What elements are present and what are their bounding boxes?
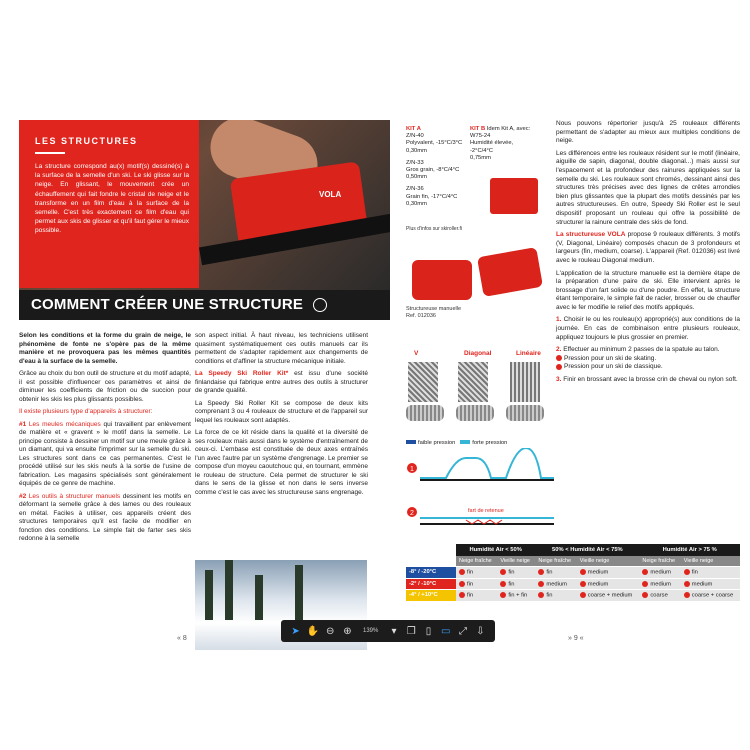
wax-label: fart de retenue	[468, 508, 504, 514]
select-cursor-icon[interactable]: ➤	[291, 625, 300, 637]
cell-value: fin	[546, 569, 553, 576]
roller-badge-icon	[538, 569, 544, 575]
section-banner	[19, 290, 390, 320]
lineaire-roller	[506, 405, 544, 421]
v-roller	[406, 405, 444, 421]
table-cell	[497, 578, 535, 590]
table-header: 50% < Humidité Air < 75%	[535, 544, 639, 556]
paragraph: L'application de la structure manuelle est la dernière étape de la préparation d'une paire de ski. Elle intervient après le brossage d'un fart solide ou d'une poudre. En effet, la structure étant temporaire, le simple fait de racler, brosser ou de chauffer avec le fer modifie le relief des motifs appliqués.	[556, 269, 740, 311]
cell-value: medium	[587, 569, 609, 576]
legend-low: faible pression	[418, 440, 456, 446]
table-subheader: Vieille neige	[497, 556, 535, 567]
cell-value: medium	[587, 581, 609, 588]
left-column-2	[195, 332, 368, 501]
table-cell	[639, 567, 680, 579]
step-sub: Pression pour un ski de skating.	[564, 354, 657, 362]
box-text: La structure correspond au(x) motif(s) dessiné(s) à la surface de la semelle d'un ski. Le ski glisse sur la neige. En glissant, le mouvement crée un échauffement qui fait fondre le cristal de neige et le transforme en un film d'eau à la surface de la semelle. C'est très exactement ce film d'eau qui permet aux skis de glisser et qu'il faut gérer le mieux possible.	[35, 163, 189, 235]
conditions-table	[406, 544, 740, 602]
kit-item: W75-24	[470, 133, 491, 140]
kit-b-title: KIT B	[470, 126, 486, 132]
roller-badge-icon	[500, 569, 506, 575]
heading-number: #1	[19, 420, 27, 428]
cell-value: coarse	[650, 592, 668, 599]
paragraph: Grâce au choix du bon outil de structure et du motif adapté, il est possible d'influencer ces paramètres et ainsi de diminuer les coefficients de friction ou de succion pour obtenir les skis les plus glissants possibles.	[19, 370, 191, 403]
roller-badge-icon	[538, 581, 544, 587]
step-sub: Pression pour un ski de classique.	[564, 363, 663, 371]
kit-box	[406, 126, 532, 224]
step-number: 2.	[556, 346, 562, 354]
pressure-diagram	[406, 440, 556, 550]
paragraph: propose 9 rouleaux différents. 3 motifs (V, Diagonal, Linéaire) composés chacun de 3 profondeurs et largeurs (fin, medium, coarse). L'appareil (Ref. 012036) est livré avec le rouleau Diagonal medium.	[556, 231, 740, 264]
type-label-lineaire: Linéaire	[516, 350, 541, 357]
cell-value: fin	[691, 569, 698, 576]
hand-tool-icon[interactable]: ✋	[306, 625, 320, 637]
zoom-in-icon[interactable]: ⊕	[343, 625, 352, 637]
roller-badge-icon	[538, 592, 544, 598]
roller-caption-line-2: Ref. 012036	[406, 312, 436, 319]
table-cell	[497, 590, 535, 602]
cell-value: medium	[546, 581, 567, 588]
roller-caption-line-1: Structureuse manuelle	[406, 306, 462, 312]
hero-photo	[19, 120, 390, 290]
type-label-v: V	[414, 350, 419, 357]
kit-b-subtitle: Idem Kit A, avec:	[486, 126, 531, 132]
box-title: LES STRUCTURES	[35, 136, 138, 146]
cell-value: fin	[508, 581, 515, 588]
roller-badge-icon	[684, 569, 690, 575]
table-cell	[681, 590, 740, 602]
pressure-curves	[406, 448, 556, 538]
roller-badge-icon	[642, 581, 648, 587]
roller-badge-icon	[459, 581, 465, 587]
table-cell	[456, 590, 497, 602]
lineaire-pattern-swatch	[510, 362, 540, 402]
paragraph: Nous pouvons répertorier jusqu'à 25 rouleaux différents permettant de s'adapter au mieux aux multiples conditions de neige.	[556, 120, 740, 145]
step-1-badge: 1	[410, 466, 414, 473]
zoom-out-icon[interactable]: ⊖	[325, 625, 335, 637]
paragraph: est issu d'une société finlandaise qui fabrique entre autres des outils à structurer de grande qualité.	[195, 370, 368, 394]
step-number: 3.	[556, 376, 562, 384]
step-text: Effectuer au minimum 2 passes de la spatule au talon.	[563, 346, 720, 354]
table-cell	[497, 567, 535, 579]
table-cell	[577, 578, 640, 590]
kit-item: 0,50mm	[406, 174, 427, 181]
cell-value: medium	[691, 581, 713, 588]
table-subheader: Vieille neige	[681, 556, 740, 567]
right-page	[400, 120, 740, 650]
roller-badge-icon	[684, 592, 690, 598]
table-cell	[639, 578, 680, 590]
vola-title: La structureuse VOLA	[556, 231, 626, 239]
kit-item: Z/N-40	[406, 133, 424, 140]
kit-item: 0,30mm	[406, 147, 427, 154]
vola-structureuse-image	[406, 250, 546, 302]
heading-title: Les outils à structurer manuels	[28, 492, 121, 500]
step-text: Choisir le ou les rouleau(x) approprié(s) aux conditions de la journée. En cas de combinaison entre plusieurs rouleaux, appliquez toujours le plus grossier en premier.	[556, 316, 740, 341]
kit-item: Humidité élevée,	[470, 140, 514, 147]
two-page-icon[interactable]: ▭	[441, 625, 451, 637]
kit-b	[470, 126, 532, 162]
kit-item: Grain fin, -17°C/4°C	[406, 193, 458, 200]
roller-kit-case-image	[490, 178, 538, 214]
intro-red: Il existe plusieurs type d'appareils à structurer:	[19, 408, 153, 415]
diagonal-roller	[456, 405, 494, 421]
cell-value: fin	[467, 581, 474, 588]
temperature-cell: -4° / +10°C	[406, 590, 456, 602]
viewer-toolbar	[281, 620, 495, 642]
step-text: Finir en brossant avec la brosse crin de cheval ou nylon soft.	[563, 376, 738, 384]
banner-title: COMMENT CRÉER UNE STRUCTURE	[31, 296, 304, 313]
kit-a-title: KIT A	[406, 126, 421, 132]
paragraph: son aspect initial. À haut niveau, les techniciens utilisent quasiment systématiquement ces outils manuels car ils permettent de s'adapter rapidement aux changements de conditions et d'affiner la structure mécanique initiale.	[195, 332, 368, 365]
table-cell	[535, 567, 576, 579]
zoom-level[interactable]: 139%	[363, 628, 379, 634]
temperature-cell: -8° / -20°C	[406, 567, 456, 579]
cell-value: fin + fin	[508, 592, 528, 599]
table-cell	[639, 590, 680, 602]
structure-types	[406, 350, 546, 430]
page-number: » 9 «	[568, 635, 584, 642]
table-cell	[577, 567, 640, 579]
tool-brand: VOLA	[319, 190, 342, 199]
cell-value: fin	[467, 569, 474, 576]
cell-value: medium	[650, 581, 672, 588]
roller-badge-icon	[500, 592, 506, 598]
roller-badge-icon	[459, 569, 465, 575]
table-cell	[681, 567, 740, 579]
kit-item: -2°C/4°C	[470, 147, 493, 154]
table-subheader: Neige fraîche	[456, 556, 497, 567]
lead-paragraph: Selon les conditions et la forme du grain de neige, le phénomène de fonte ne s'opère pas de la même manière et ne provoquera pas les mêmes quantités d'eau à la surface de la semelle.	[19, 332, 191, 365]
lightbulb-icon	[313, 298, 327, 312]
table-cell	[535, 590, 576, 602]
heading-title: Les meules mécaniques	[28, 420, 101, 428]
kit-item: Polyvalent, -15°C/3°C	[406, 140, 463, 147]
kit-item: 0,30mm	[406, 200, 427, 207]
table-cell	[535, 578, 576, 590]
roller-badge-icon	[580, 569, 586, 575]
fullscreen-icon[interactable]: ⤢	[459, 625, 468, 637]
paragraph: Les différences entre les rouleaux résident sur le motif (linéaire, aiguille de sapin, diagonal, double diagonal...) mais aussi sur l'espacement et la profondeur des rainures appliquées sur la semelle du ski. Les rouleaux sont chromés, dessinant ainsi des structures très précises avec des lignes de crêtes arrondies bien plus glissantes que la plupart des motifs dessinés par les autres structureuses. En outre, Speedy Ski Roller est le seul dispositif proposant un rouleau qui offre la possibilité de structurer la rainure centrale des skis de fond.	[556, 149, 740, 226]
right-text-column	[556, 120, 740, 389]
structures-box	[19, 120, 199, 288]
step-badge-icon	[556, 364, 562, 370]
type-label-diagonal: Diagonal	[464, 350, 492, 357]
table-row	[406, 590, 740, 602]
box-rule	[35, 152, 65, 154]
temperature-cell: -2° / -10°C	[406, 578, 456, 590]
roller-badge-icon	[580, 592, 586, 598]
left-page	[19, 120, 390, 650]
copy-icon[interactable]: ❐	[406, 625, 416, 637]
roller-badge-icon	[642, 592, 648, 598]
roller-badge-icon	[500, 581, 506, 587]
cell-value: coarse + coarse	[691, 592, 734, 599]
table-cell	[456, 578, 497, 590]
roller-badge-icon	[684, 581, 690, 587]
cell-value: medium	[650, 569, 672, 576]
table-subheader: Vieille neige	[577, 556, 640, 567]
pressure-legend	[406, 440, 507, 446]
speedy-title: La Speedy Ski Roller Kit*	[195, 370, 289, 377]
table-subheader: Neige fraîche	[639, 556, 680, 567]
table-cell	[456, 567, 497, 579]
paragraph: La force de ce kit réside dans la qualité et la diversité de ses rouleaux mais aussi dans le système d'entraînement de ceux-ci. L'embase est constituée de deux axes entraînés l'un avec l'autre par un système d'engrenage. Le premier se compose d'un moyeu caoutchouc qui, en tournant, emmène le rouleau de structure. Cela permet de structurer le ski dans le sens de la glisse et non dans le sens inverse comme c'est le cas avec les structureuse sans engrenage.	[195, 429, 368, 496]
roller-badge-icon	[580, 581, 586, 587]
cell-value: coarse + medium	[587, 592, 633, 599]
single-page-icon[interactable]: ▯	[425, 625, 432, 637]
diagonal-pattern-swatch	[458, 362, 488, 402]
kit-item: Z/N-33	[406, 159, 424, 166]
roller-badge-icon	[459, 592, 465, 598]
kit-item: Z/N-36	[406, 186, 424, 193]
table-cell	[681, 578, 740, 590]
legend-high: forte pression	[472, 440, 508, 446]
table-row	[406, 578, 740, 590]
table-subheader: Neige fraîche	[535, 556, 576, 567]
table-header: Humidité Air < 50%	[456, 544, 535, 556]
paragraph: La Speedy Ski Roller Kit se compose de deux kits comprenant 3 ou 4 rouleaux de structure et de l'appareil sur lequel les rouleaux sont adaptés.	[195, 399, 368, 424]
table-cell	[577, 590, 640, 602]
paragraph: dessinent les motifs en déformant la semelle grâce à des lames ou des rouleaux en métal. Faciles à utiliser, ces appareils créent des structures temporaires qu'il est facile de modifier en fonction des conditions. Le simple fait de farter ses skis redonne à la semelle	[19, 492, 191, 542]
zoom-dropdown-icon[interactable]: ▾	[391, 625, 397, 637]
table-header: Humidité Air > 75 %	[639, 544, 740, 556]
roller-caption	[406, 306, 461, 320]
left-column-1	[19, 332, 191, 548]
step-number: 1.	[556, 316, 562, 324]
heading-number: #2	[19, 492, 27, 500]
kit-item: 0,75mm	[470, 154, 491, 161]
download-icon[interactable]: ⇩	[476, 625, 485, 637]
v-pattern-swatch	[408, 362, 438, 402]
cell-value: fin	[508, 569, 515, 576]
page-number: « 8	[177, 635, 187, 642]
kit-a	[406, 126, 468, 208]
step-badge-icon	[556, 355, 562, 361]
kit-item: Gros grain, -8°C/4°C	[406, 167, 460, 174]
paragraph: qui travaillent par enlèvement de matière et « gravent » le motif dans la semelle. Le principe consiste à dessiner un motif sur une meule grâce à un diamant, qui va ensuite l'imprimer sur la semelle du ski. Les structures sont dans ce cas permanentes. C'est le procédé utilisé sur les skis neufs à la sortie de l'usine de fabrication. Les magasins spécialisés sont généralement équipés de ce genre de machine.	[19, 420, 191, 487]
cell-value: fin	[546, 592, 553, 599]
cell-value: fin	[467, 592, 474, 599]
step-2-badge: 2	[410, 510, 414, 517]
table-row	[406, 567, 740, 579]
roller-badge-icon	[642, 569, 648, 575]
kit-caption: Plus d'infos sur skiroller.fi	[406, 226, 462, 232]
